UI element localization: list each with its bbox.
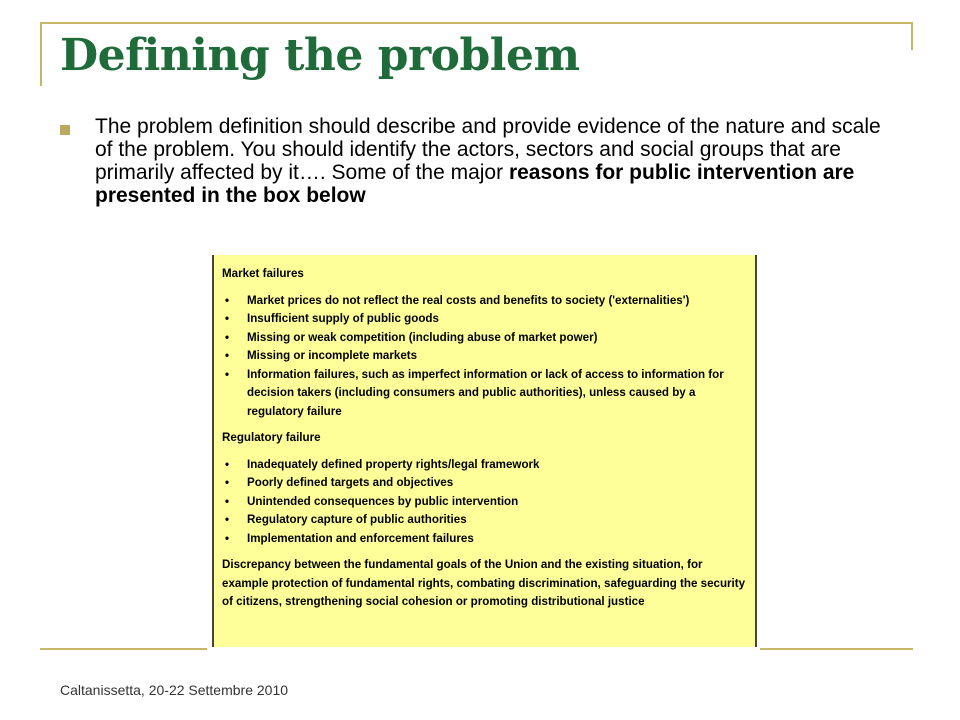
square-bullet-icon [60,125,70,135]
bullet-dot-icon: • [225,349,230,362]
intervention-reasons-box [212,255,757,647]
list-item-text: Insufficient supply of public goods [247,312,439,325]
list-item [222,474,747,493]
box-heading-market-failures: Market failures [222,267,304,280]
list-item [222,310,747,329]
footer-location-date: Caltanissetta, 20-22 Settembre 2010 [60,682,289,698]
list-item-text: Unintended consequences by public intervention [247,494,519,508]
bullet-dot-icon: • [225,293,230,307]
list-item-text: Missing or weak competition (including abuse of market power) [247,330,598,344]
frame-bottom-left-line [40,648,207,650]
list-item [222,493,747,512]
bullet-text-bold: reasons for public intervention are presented in the box below [95,161,855,207]
frame-top-line [40,22,913,24]
bullet-dot-icon: • [225,513,230,526]
list-item [222,292,747,311]
frame-bottom-right-line [760,648,913,650]
list-item-text: Inadequately defined property rights/legal framework [247,457,540,471]
bullet-text-plain: The problem definition should describe and provide evidence of the nature and scale of the problem. You should identify the actors, sectors and social groups that are primarily affected by it…. Some of the major [95,115,881,184]
bullet-dot-icon: • [225,476,230,489]
list-item [222,347,747,366]
list-item-text: Information failures, such as imperfect information or lack of access to information for decision takers (including consumers and public authorities), unless caused by a regulatory failure [247,367,724,418]
frame-left-line [40,22,42,86]
list-item [222,511,747,530]
list-item-text: Implementation and enforcement failures [247,531,474,545]
list-item [222,329,747,348]
list-item [222,530,747,549]
list-item-text: Missing or incomplete markets [247,349,418,362]
frame-right-line [911,22,913,50]
list-item [222,456,747,475]
bullet-dot-icon: • [225,531,230,545]
bullet-text [95,115,895,207]
bullet-dot-icon: • [225,494,230,508]
slide-title: Defining the problem [60,30,580,81]
regulatory-failure-list [222,456,747,549]
list-item [222,366,747,422]
box-heading-regulatory-failure: Regulatory failure [222,431,321,444]
bullet-dot-icon: • [225,330,230,344]
box-closing-paragraph: Discrepancy between the fundamental goals of the Union and the existing situation, for example protection of fundamental rights, combating discrimination, safeguarding the security of citizens, strengthening social cohesion or promoting distributional justice [222,558,746,608]
bullet-dot-icon: • [225,457,230,471]
list-item-text: Regulatory capture of public authorities [247,513,467,526]
bullet-dot-icon: • [225,312,230,325]
list-item-text: Market prices do not reflect the real costs and benefits to society ('externalities') [247,293,690,307]
market-failures-list [222,292,747,422]
list-item-text: Poorly defined targets and objectives [247,476,454,489]
bullet-dot-icon: • [225,367,230,381]
